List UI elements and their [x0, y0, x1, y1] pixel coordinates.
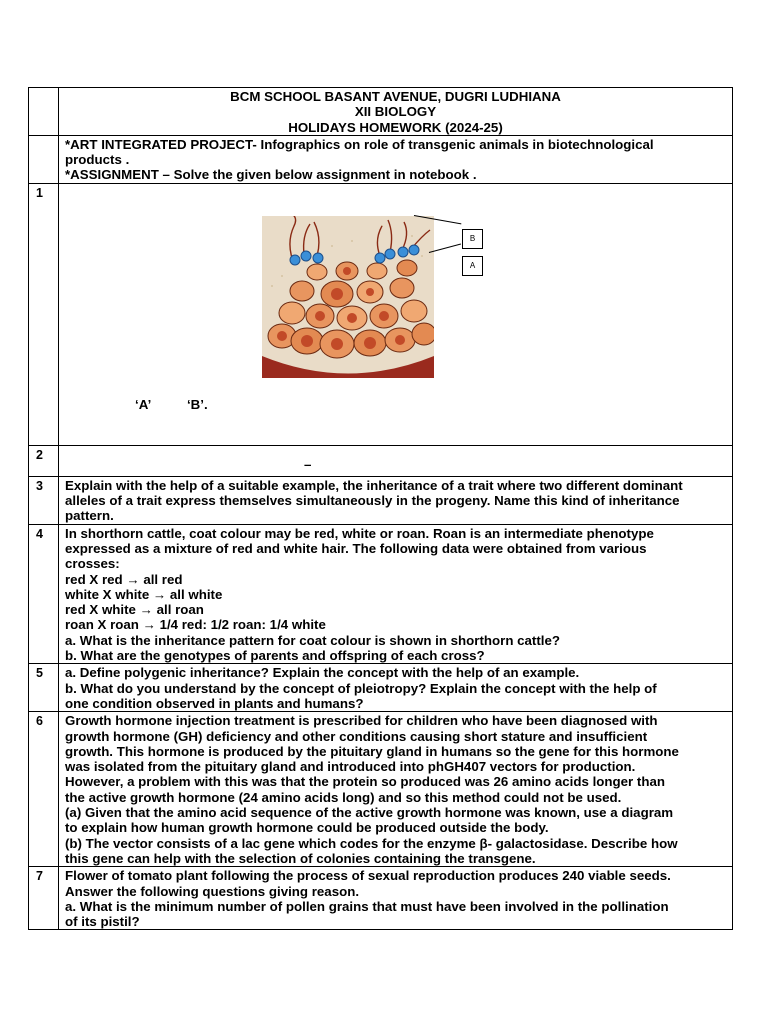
question-line: b. What are the genotypes of parents and offspring of each cross?: [65, 648, 485, 664]
dash-mark: –: [304, 456, 312, 472]
label-a-text: ‘A’: [135, 396, 152, 412]
question-line: this gene can help with the selection of colonies containing the transgene.: [65, 850, 536, 866]
label-a-box: A: [462, 256, 483, 276]
question-number: 5: [29, 664, 59, 712]
question-line: growth hormone (GH) deficiency and other conditions causing short stature and insufficient: [65, 728, 648, 744]
question-line: alleles of a trait express themselves simultaneously in the progeny. Name this kind of inheritance: [65, 493, 680, 509]
question-line: of its pistil?: [65, 914, 140, 930]
label-b-text: ‘B’.: [186, 396, 208, 412]
question-row-4: [29, 524, 733, 664]
header-number-cell: [29, 88, 59, 136]
question-line: expressed as a mixture of red and white hair. The following data were obtained from various: [65, 540, 647, 556]
question-text-cell: [59, 476, 733, 524]
instruction-line: *ASSIGNMENT – Solve the given below assignment in notebook .: [65, 167, 477, 183]
question-line: a. Define polygenic inheritance? Explain the concept with the help of an example.: [65, 665, 580, 681]
question-text-cell: [59, 445, 733, 476]
question-line: Growth hormone injection treatment is prescribed for children who have been diagnosed with: [65, 713, 658, 729]
header-row: [29, 88, 733, 136]
question-number: 6: [29, 712, 59, 867]
question-text-cell: [59, 664, 733, 712]
question-number: 7: [29, 867, 59, 930]
homework-title: HOLIDAYS HOMEWORK (2024-25): [288, 119, 503, 135]
question-line: one condition observed in plants and humans?: [65, 695, 364, 711]
question-line: to explain how human growth hormone could be produced outside the body.: [65, 820, 549, 836]
header-cell: [59, 88, 733, 136]
question-line: Answer the following questions giving reason.: [65, 883, 360, 899]
cross-line: roan X roan → 1/4 red: 1/2 roan: 1/4 white: [65, 617, 326, 633]
question-number: 4: [29, 524, 59, 664]
question-number: 3: [29, 476, 59, 524]
question-line: a. What is the minimum number of pollen grains that must have been involved in the pollination: [65, 898, 669, 914]
question-line: a. What is the inheritance pattern for coat colour is shown in shorthorn cattle?: [65, 632, 560, 648]
instruction-line: *ART INTEGRATED PROJECT- Infographics on role of transgenic animals in biotechnological: [65, 136, 654, 152]
question-text-cell: [59, 712, 733, 867]
instructions-cell: [59, 135, 733, 183]
cross-line: red X white → all roan: [65, 602, 204, 618]
question-line: Explain with the help of a suitable example, the inheritance of a trait where two different dominant: [65, 477, 683, 493]
question-line: pattern.: [65, 508, 114, 524]
question-line: However, a problem with this was that the protein so produced was 26 amino acids longer than: [65, 774, 665, 790]
question-number: 2: [29, 445, 59, 476]
question-row-5: [29, 664, 733, 712]
question-row-3: [29, 476, 733, 524]
question-row-1: [29, 183, 733, 445]
instruction-line: products .: [65, 152, 130, 168]
question-row-7: [29, 867, 733, 930]
seminiferous-tubule-figure: [262, 216, 434, 378]
question-line: Flower of tomato plant following the process of sexual reproduction produces 240 viable seeds.: [65, 868, 671, 884]
question-number: 1: [29, 183, 59, 445]
question-line: b. What do you understand by the concept of pleiotropy? Explain the concept with the help of: [65, 680, 657, 696]
question-text-cell: [59, 524, 733, 664]
question-line: (b) The vector consists of a lac gene which codes for the enzyme β- galactosidase. Describe how: [65, 835, 678, 851]
question-figure-cell: [59, 183, 733, 445]
instructions-row: [29, 135, 733, 183]
question-line: the active growth hormone (24 amino acids long) and so this method could not be used.: [65, 789, 622, 805]
subject-title: XII BIOLOGY: [354, 104, 437, 120]
question-row-2: [29, 445, 733, 476]
question-line: In shorthorn cattle, coat colour may be red, white or roan. Roan is an intermediate phenotype: [65, 525, 654, 541]
label-b-box: B: [462, 229, 483, 249]
question-text-cell: [59, 867, 733, 930]
instructions-number-cell: [29, 135, 59, 183]
question-line: (a) Given that the amino acid sequence of the active growth hormone was known, use a diagram: [65, 805, 674, 821]
school-name: BCM SCHOOL BASANT AVENUE, DUGRI LUDHIANA: [230, 89, 561, 104]
question-line: crosses:: [65, 556, 120, 572]
homework-table: [28, 87, 733, 930]
question-line: was isolated from the pituitary gland and introduced into phGH407 vectors for production.: [65, 759, 636, 775]
question-row-6: [29, 712, 733, 867]
cross-line: red X red → all red: [65, 571, 183, 587]
ab-labels: [135, 397, 240, 412]
cross-line: white X white → all white: [65, 586, 223, 602]
question-line: growth. This hormone is produced by the pituitary gland in humans so the gene for this hormone: [65, 743, 679, 759]
